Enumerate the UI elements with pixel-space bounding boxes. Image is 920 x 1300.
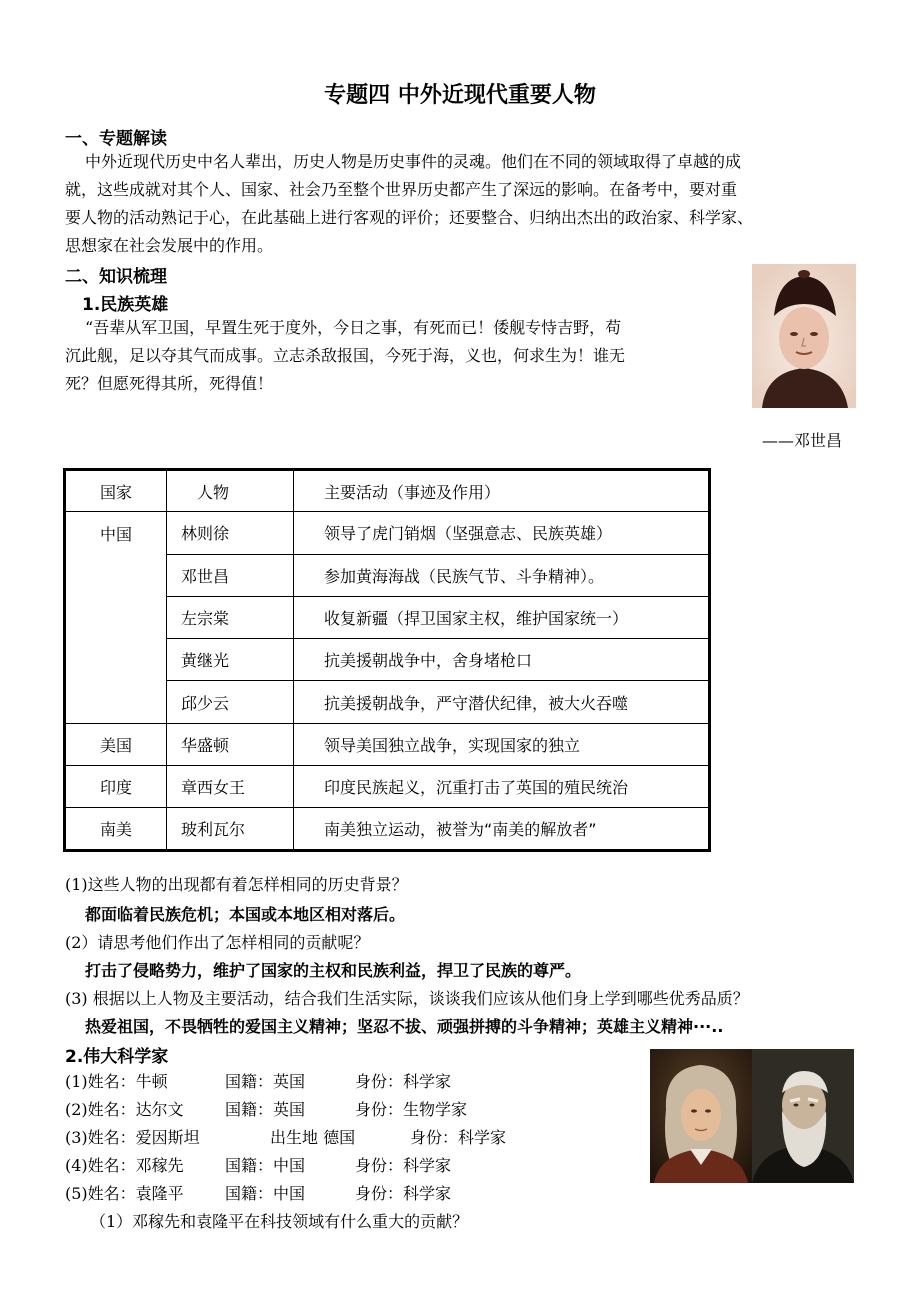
paragraph-line: 就，这些成就对其个人、国家、社会乃至整个世界历史都产生了深远的影响。在备考中，要对重 [65, 180, 738, 199]
section-heading-interpretation: 一、专题解读 [65, 129, 167, 149]
table-row [65, 808, 710, 850]
header-person: 人物 [167, 470, 294, 512]
activity-cell: 收复新疆（捍卫国家主权，维护国家统一） [294, 596, 710, 638]
table-row [65, 723, 710, 765]
scientist-nationality: 国籍：英国 [225, 1100, 306, 1119]
person-cell: 玻利瓦尔 [167, 808, 294, 850]
question-2: (2）请思考他们作出了怎样相同的贡献呢？ [65, 933, 370, 952]
question-1: (1)这些人物的出现都有着怎样相同的历史背景？ [65, 875, 408, 894]
paragraph-line: 要人物的活动熟记于心，在此基础上进行客观的评价；还要整合、归纳出杰出的政治家、科学家、 [65, 208, 754, 227]
question-3: (3) 根据以上人物及主要活动，结合我们生活实际，谈谈我们应该从他们身上学到哪些优秀品质？ [65, 989, 749, 1008]
scientist-role: 身份：科学家 [355, 1184, 452, 1203]
paragraph-line: 中外近现代历史中名人辈出，历史人物是历史事件的灵魂。他们在不同的领域取得了卓越的成 [85, 152, 742, 171]
person-cell: 邱少云 [167, 681, 294, 723]
scientist-nationality: 国籍：英国 [225, 1072, 306, 1091]
page-title: 专题四 中外近现代重要人物 [324, 83, 596, 108]
person-cell: 黄继光 [167, 639, 294, 681]
scientist-role: 身份：科学家 [355, 1156, 452, 1175]
scientist-name: (1)姓名：牛顿 [65, 1072, 168, 1091]
person-cell: 章西女王 [167, 766, 294, 808]
scientist-role: 身份：生物学家 [355, 1100, 468, 1119]
activity-cell: 南美独立运动，被誉为“南美的解放者” [294, 808, 710, 850]
scientist-name: (3)姓名：爱因斯坦 [65, 1128, 200, 1147]
quote-line: “吾辈从军卫国，早置生死于度外，今日之事，有死而已！倭舰专恃吉野，苟 [85, 318, 622, 337]
quote-author: ——邓世昌 [762, 431, 843, 450]
table-row [65, 766, 710, 808]
country-cell: 美国 [65, 723, 167, 765]
portrait-photo-darwin [752, 1049, 854, 1183]
answer-2: 打击了侵略势力，维护了国家的主权和民族利益，捍卫了民族的尊严。 [85, 961, 582, 980]
country-cell: 南美 [65, 808, 167, 850]
activity-cell: 参加黄海海战（民族气节、斗争精神）。 [294, 554, 710, 596]
person-cell: 邓世昌 [167, 554, 294, 596]
scientist-nationality: 国籍：中国 [225, 1184, 306, 1203]
subheading-national-heroes: 1.民族英雄 [82, 295, 169, 315]
person-cell: 左宗棠 [167, 596, 294, 638]
scientist-question: （1）邓稼先和袁隆平在科技领域有什么重大的贡献？ [90, 1212, 469, 1231]
country-cell: 印度 [65, 766, 167, 808]
activity-cell: 抗美援朝战争中，舍身堵枪口 [294, 639, 710, 681]
scientist-role: 身份：科学家 [410, 1128, 507, 1147]
header-country: 国家 [65, 470, 167, 512]
scientist-role: 身份：科学家 [355, 1072, 452, 1091]
scientist-nationality: 国籍：中国 [225, 1156, 306, 1175]
country-cell: 中国 [65, 512, 167, 723]
scientist-name: (2)姓名：达尔文 [65, 1100, 184, 1119]
person-cell: 华盛顿 [167, 723, 294, 765]
table-header-row [65, 470, 710, 512]
scientist-name: (5)姓名：袁隆平 [65, 1184, 184, 1203]
section-heading-knowledge: 二、知识梳理 [65, 267, 167, 287]
answer-1: 都面临着民族危机；本国或本地区相对落后。 [85, 905, 406, 924]
portrait-photo-newton [650, 1049, 752, 1183]
header-activity: 主要活动（事迹及作用） [294, 470, 710, 512]
activity-cell: 领导了虎门销烟（坚强意志、民族英雄） [294, 512, 710, 554]
table-row [65, 512, 710, 554]
paragraph-line: 思想家在社会发展中的作用。 [65, 236, 274, 255]
quote-line: 死？但愿死得其所，死得值！ [65, 374, 274, 393]
scientist-birthplace: 出生地 德国 [270, 1128, 356, 1147]
activity-cell: 领导美国独立战争，实现国家的独立 [294, 723, 710, 765]
activity-cell: 印度民族起义，沉重打击了英国的殖民统治 [294, 766, 710, 808]
interpretation-paragraph [65, 148, 865, 260]
activity-cell: 抗美援朝战争，严守潜伏纪律，被大火吞噬 [294, 681, 710, 723]
portrait-photo-deng-shichang [752, 264, 856, 408]
heroes-table [63, 468, 711, 852]
person-cell: 林则徐 [167, 512, 294, 554]
quote-line: 沉此舰，足以夺其气而成事。立志杀敌报国，今死于海，义也，何求生为！谁无 [65, 346, 626, 365]
quote-block [65, 314, 755, 398]
scientist-name: (4)姓名：邓稼先 [65, 1156, 184, 1175]
answer-3: 热爱祖国，不畏牺牲的爱国主义精神；坚忍不拔、顽强拼搏的斗争精神；英雄主义精神···.. [85, 1017, 724, 1036]
subheading-scientists: 2.伟大科学家 [65, 1047, 169, 1067]
